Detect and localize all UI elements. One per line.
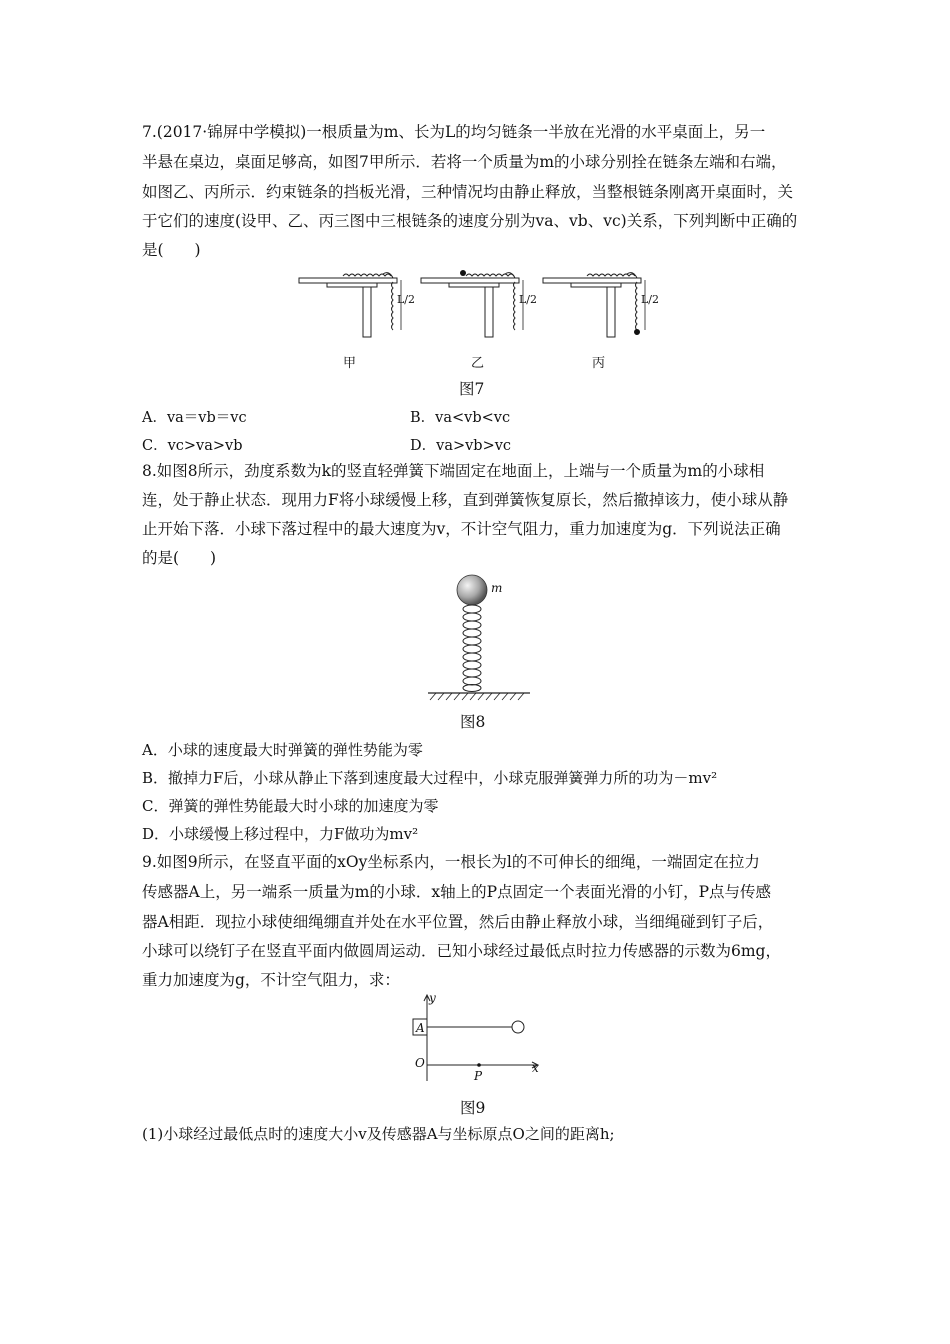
origin-label: O (415, 1056, 425, 1070)
q9-line-2: 传感器A上，另一端系一质量为m的小球．x轴上的P点固定一个表面光滑的小钉，P点与传感 (142, 883, 771, 901)
figure-7-label-yi: 乙 (471, 356, 485, 371)
q7-line-5: 是( ) (142, 241, 201, 259)
ball-right-end (634, 329, 640, 335)
q8-line-1: 8.如图8所示，劲度系数为k的竖直轻弹簧下端固定在地面上，上端与一个质量为m的小球相 (142, 462, 765, 480)
spring (463, 605, 481, 692)
q7-line-3: 如图乙、丙所示．约束链条的挡板光滑，三种情况均由静止释放，当整根链条刚离开桌面时，关 (142, 183, 794, 201)
q9-line-5: 重力加速度为g，不计空气阻力，求： (142, 971, 400, 989)
q8-option-a: A．小球的速度最大时弹簧的弹性势能为零 (142, 741, 423, 759)
l-half-label-2: L/2 (519, 293, 538, 306)
q8-option-c: C．弹簧的弹性势能最大时小球的加速度为零 (142, 797, 439, 815)
panel-bing (543, 273, 645, 337)
q8-option-b: B．撤掉力F后，小球从静止下落到速度最大过程中，小球克服弹簧弹力所的功为－mv² (142, 769, 718, 787)
q7-option-c: C．vc>va>vb (142, 438, 243, 454)
figure-7-label-jia: 甲 (343, 356, 357, 371)
q7-option-a: A．va＝vb＝vc (142, 410, 247, 426)
q8-line-3: 止开始下落．小球下落过程中的最大速度为v，不计空气阻力，重力加速度为g．下列说法正确 (142, 520, 781, 538)
figure-7 (297, 264, 667, 364)
figure-7-caption: 图7 (459, 380, 485, 398)
sensor-a-label: A (416, 1021, 425, 1035)
panel-yi (421, 270, 523, 337)
q8-line-4: 的是( ) (142, 549, 217, 567)
nail-p-label: P (474, 1069, 483, 1083)
figure-8 (420, 570, 540, 705)
panel-jia (299, 273, 401, 337)
q9-line-1: 9.如图9所示，在竖直平面的xOy坐标系内，一根长为l的不可伸长的细绳，一端固定在拉力 (142, 853, 760, 871)
figure-9-caption: 图9 (460, 1099, 486, 1117)
q7-option-b: B．va<vb<vc (410, 410, 511, 426)
ball-m (457, 575, 487, 605)
q7-line-4: 于它们的速度(设甲、乙、丙三图中三根链条的速度分别为va、vb、vc)关系，下列判断中正确的 (142, 212, 798, 230)
ball-circle (512, 1021, 524, 1033)
l-half-label-3: L/2 (641, 293, 660, 306)
y-axis-label: y (429, 991, 436, 1005)
nail-p (477, 1063, 481, 1067)
q7-line-1: 7.(2017·锦屏中学模拟)一根质量为m、长为L的均匀链条一半放在光滑的水平桌面上，另一 (142, 123, 766, 141)
ball-left-end (460, 270, 466, 276)
q8-option-d: D．小球缓慢上移过程中，力F做功为mv² (142, 825, 419, 843)
q7-option-d: D．va>vb>vc (410, 438, 512, 454)
q9-line-4: 小球可以绕钉子在竖直平面内做圆周运动．已知小球经过最低点时拉力传感器的示数为6mg， (142, 942, 781, 960)
figure-8-caption: 图8 (460, 713, 486, 731)
figure-7-label-bing: 丙 (592, 356, 606, 371)
q7-line-2: 半悬在桌边，桌面足够高，如图7甲所示．若将一个质量为m的小球分别拴在链条左端和右端， (142, 153, 787, 171)
x-axis-label: x (532, 1061, 539, 1075)
q8-line-2: 连，处于静止状态．现用力F将小球缓慢上移，直到弹簧恢复原长，然后撤掉该力，使小球从静 (142, 491, 789, 509)
q9-sub-1: (1)小球经过最低点时的速度大小v及传感器A与坐标原点O之间的距离h; (142, 1125, 615, 1143)
ball-mass-label: m (491, 581, 503, 595)
l-half-label-1: L/2 (397, 293, 416, 306)
q9-line-3: 器A相距．现拉小球使细绳绷直并处在水平位置，然后由静止释放小球，当细绳碰到钉子后， (142, 913, 774, 931)
